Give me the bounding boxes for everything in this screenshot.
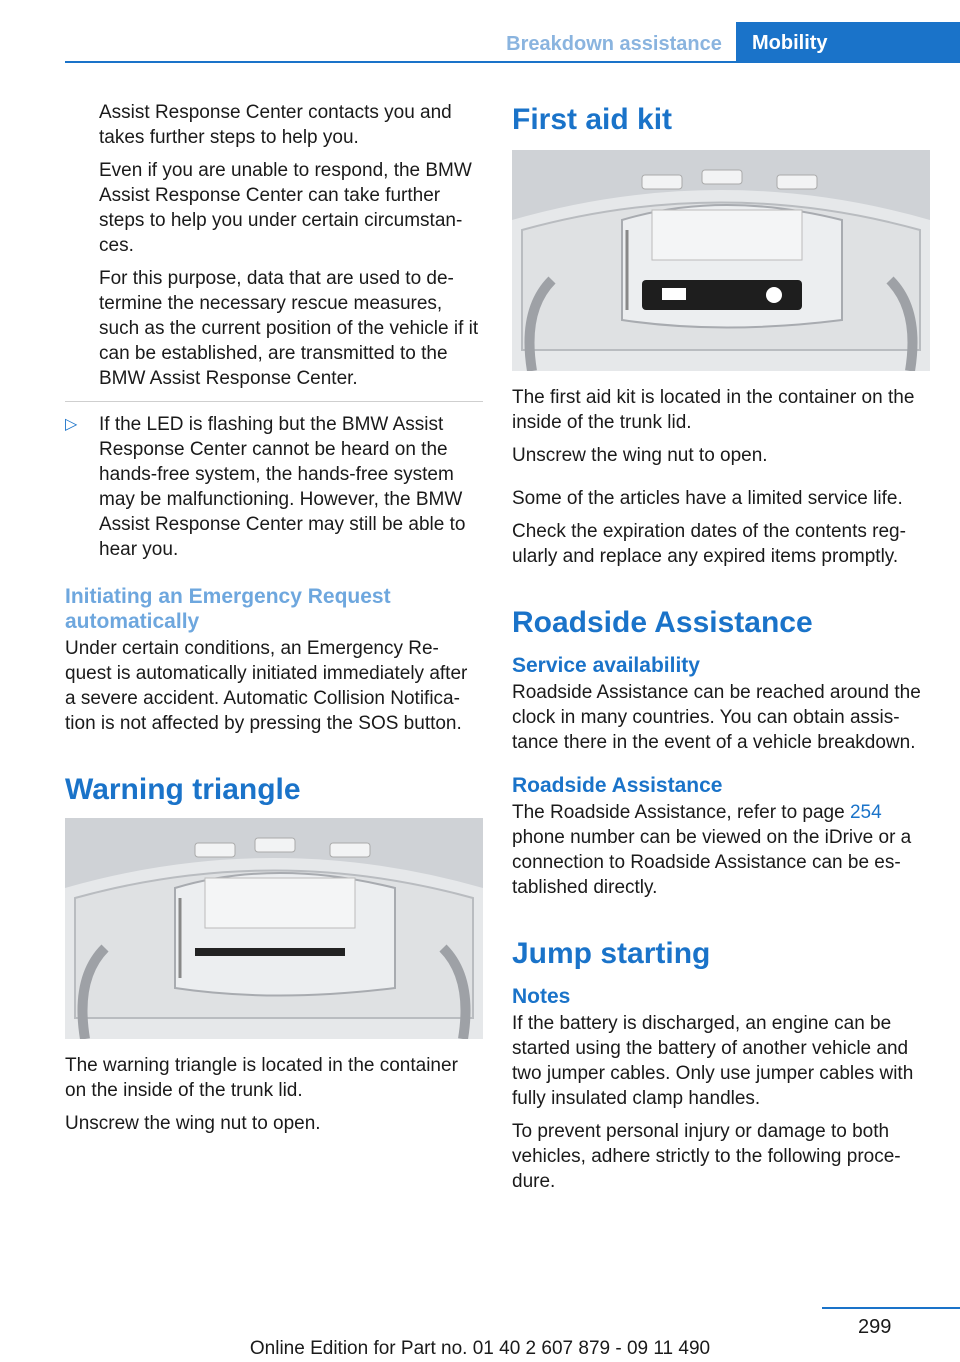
paragraph: Unscrew the wing nut to open. <box>65 1113 321 1134</box>
list-item <box>65 412 483 562</box>
section-heading: Warning triangle <box>65 773 301 806</box>
paragraph: The warning triangle is located in the container on the inside of the trunk lid. <box>65 1055 458 1101</box>
divider <box>65 401 483 402</box>
paragraph: Even if you are unable to respond, the BMW Assist Response Center can take further steps to help you under certain circumstan‐ces. <box>99 160 472 256</box>
paragraph: Roadside Assistance can be reached around the clock in many countries. You can obtain assis‐tance there in the event of a vehicle breakdown. <box>512 682 921 753</box>
trunk-lid-warning-triangle-photo <box>65 818 483 1039</box>
paragraph: The first aid kit is located in the container on the inside of the trunk lid. <box>512 387 915 433</box>
paragraph: To prevent personal injury or damage to both vehicles, adhere strictly to the following proce‐dure. <box>512 1121 901 1192</box>
paragraph-text: phone number can be viewed on the iDrive or a connection to Roadside Assistance can be es‐tablished directly. <box>512 827 912 898</box>
section-heading: First aid kit <box>512 103 673 136</box>
paragraph-text: The Roadside Assistance, refer to page <box>512 802 850 823</box>
paragraph: Assist Response Center contacts you and takes further steps to help you. <box>99 102 452 148</box>
section-heading: Jump starting <box>512 937 711 970</box>
triangle-bullet-icon: ▷ <box>65 416 78 433</box>
trunk-lid-illustration <box>512 150 930 371</box>
paragraph: If the battery is discharged, an engine can be started using the battery of another vehicle and two jumper cables. Only use jumper cables with fully insulated clamp handles. <box>512 1013 914 1109</box>
subsection-heading: Service availability <box>512 654 700 677</box>
trunk-lid-illustration <box>65 818 483 1039</box>
paragraph: Check the expiration dates of the contents reg‐ularly and replace any expired items promptly. <box>512 521 906 567</box>
page-number: 299 <box>858 1316 892 1338</box>
section-heading: Roadside Assistance <box>512 606 813 639</box>
paragraph: Some of the articles have a limited service life. <box>512 488 903 509</box>
header-rule <box>65 61 960 63</box>
paragraph: For this purpose, data that are used to de‐termine the necessary rescue measures, such as the current position of the vehicle if it can be established, are transmitted to the BMW Assist Response Center. <box>99 268 479 389</box>
paragraph: Under certain conditions, an Emergency Re‐quest is automatically initiated immediately after a severe accident. Automatic Collision Notifica‐tion is not affected by pressing the SOS button. <box>65 638 468 734</box>
edition-footer: Online Edition for Part no. 01 40 2 607 879 - 09 11 490 <box>249 1338 711 1359</box>
list-item-text: If the LED is flashing but the BMW Assist Response Center cannot be heard on the hands-free system, the hands-free system may be malfunctioning. However, the BMW Assist Response Center may still be able to hear you. <box>99 414 466 560</box>
running-header-section: Breakdown assistance <box>506 33 722 55</box>
subsection-heading: Roadside Assistance <box>512 774 723 797</box>
right-column <box>512 100 930 1202</box>
chapter-tab[interactable]: Mobility <box>736 22 960 63</box>
footer-rule <box>822 1307 960 1309</box>
trunk-lid-first-aid-kit-photo <box>512 150 930 371</box>
page-reference-link[interactable]: 254 <box>849 802 882 823</box>
subsection-heading: Initiating an Emergency Request automatically <box>65 585 391 633</box>
left-column <box>65 100 483 1144</box>
paragraph <box>512 800 930 900</box>
subsection-heading: Notes <box>512 985 571 1008</box>
paragraph: Unscrew the wing nut to open. <box>512 445 768 466</box>
